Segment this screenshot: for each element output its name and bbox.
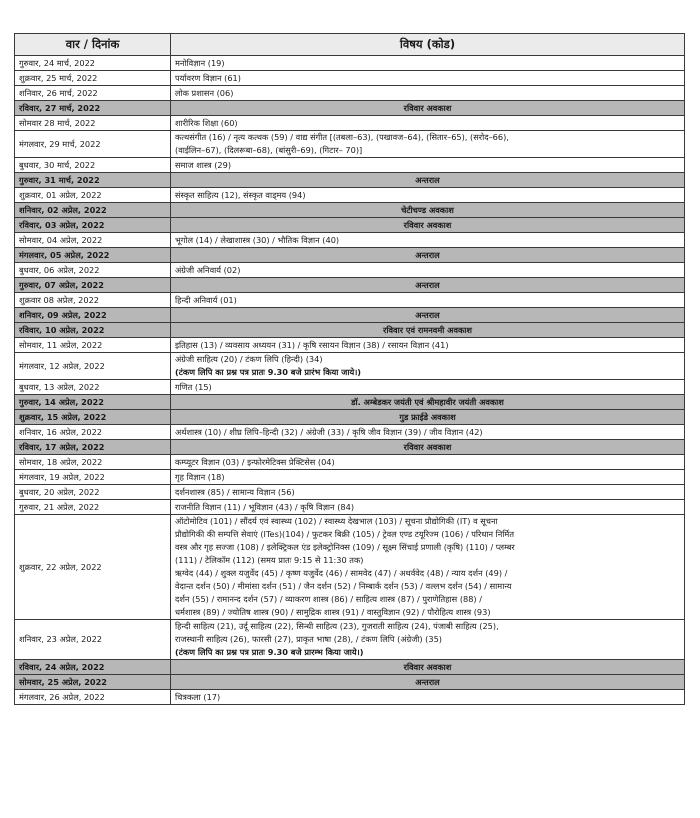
row-subjects	[171, 71, 685, 86]
row-subjects	[171, 410, 685, 425]
row-date: बुधवार, 20 अप्रेल, 2022	[15, 485, 171, 500]
row-date: मंगलवार, 26 अप्रेल, 2022	[15, 690, 171, 705]
exam-row	[15, 455, 685, 470]
holiday-row	[15, 660, 685, 675]
row-date: बुधवार, 30 मार्च, 2022	[15, 158, 171, 173]
subject-line: डॉ. अम्बेडकर जयंती एवं श्रीमहावीर जयंती अवकाश	[351, 396, 504, 407]
exam-row	[15, 500, 685, 515]
row-subjects	[171, 485, 685, 500]
subject-line: संस्कृत साहित्य (12), संस्कृत वाड्मय (94)	[175, 189, 306, 200]
row-date: रविवार, 03 अप्रेल, 2022	[15, 218, 171, 233]
exam-row	[15, 485, 685, 500]
row-subjects	[171, 86, 685, 101]
row-subjects	[171, 380, 685, 395]
subject-line: राजस्थानी साहित्य (26), फारसी (27), प्राकृत भाषा (28), / टंकण लिपि (अंग्रेजी) (35)	[175, 634, 442, 644]
header-date: वार / दिनांक	[15, 34, 171, 56]
row-date: बुधवार, 06 अप्रेल, 2022	[15, 263, 171, 278]
row-date: रविवार, 24 अप्रेल, 2022	[15, 660, 171, 675]
subject-line: शारीरिक शिक्षा (60)	[175, 117, 238, 128]
subject-line: समाज शास्त्र (29)	[175, 159, 232, 170]
row-date: सोमवार, 18 अप्रेल, 2022	[15, 455, 171, 470]
row-subjects	[171, 338, 685, 353]
row-subjects	[171, 56, 685, 71]
row-date: मंगलवार, 19 अप्रेल, 2022	[15, 470, 171, 485]
row-date: शनिवार, 16 अप्रेल, 2022	[15, 425, 171, 440]
row-date: मंगलवार, 12 अप्रेल, 2022	[15, 353, 171, 380]
row-subjects	[171, 690, 685, 705]
subject-line: गणित (15)	[175, 381, 212, 392]
subject-line: अंग्रेजी अनिवार्य (02)	[175, 264, 241, 275]
subject-line: रविवार अवकाश	[403, 102, 452, 113]
row-subjects	[171, 425, 685, 440]
subject-line: दर्शनशास्त्र (85) / सामान्य विज्ञान (56)	[175, 486, 295, 497]
exam-row	[15, 86, 685, 101]
exam-row	[15, 353, 685, 380]
row-date: शनिवार, 09 अप्रेल, 2022	[15, 308, 171, 323]
exam-row	[15, 56, 685, 71]
row-subjects	[171, 158, 685, 173]
timetable-table	[14, 33, 685, 705]
subject-line: ऑटोमोटिव (101) / सौंदर्य एवं स्वास्थ्य (102) / स्वास्थ्य देखभाल (103) / सूचना प्रौद्योगिकी (IT) व सूचना	[175, 516, 498, 526]
row-subjects	[171, 131, 685, 158]
subject-line: भूगोल (14) / लेखाशास्त्र (30) / भौतिक विज्ञान (40)	[175, 234, 340, 245]
subject-line: (वाईलिन–67), (दिलरूबा–68), (बांसुरी–69), (गिटार– 70)]	[175, 145, 363, 155]
holiday-row	[15, 218, 685, 233]
subject-line: हिन्दी अनिवार्य (01)	[175, 294, 237, 305]
exam-row	[15, 690, 685, 705]
holiday-row	[15, 440, 685, 455]
subject-line: (टंकण लिपि का प्रश्न पत्र प्रातः 9.30 बजे प्रारम्भ किया जाये।)	[175, 647, 364, 657]
row-subjects	[171, 203, 685, 218]
holiday-row	[15, 395, 685, 410]
row-subjects	[171, 278, 685, 293]
row-subjects	[171, 440, 685, 455]
subject-line: रविवार अवकाश	[403, 219, 452, 230]
row-date: शुक्रवार 08 अप्रेल, 2022	[15, 293, 171, 308]
row-date: सोमवार 28 मार्च, 2022	[15, 116, 171, 131]
row-subjects	[171, 675, 685, 690]
exam-row	[15, 425, 685, 440]
timetable-body	[15, 56, 685, 705]
row-date: सोमवार, 04 अप्रेल, 2022	[15, 233, 171, 248]
row-subjects	[171, 515, 685, 620]
subject-line: रविवार अवकाश	[403, 661, 452, 672]
subject-line: हिन्दी साहित्य (21), उर्दू साहित्य (22), सिन्धी साहित्य (23), गुजराती साहित्य (24), पंजाबी साहित्य (25),	[175, 621, 499, 631]
holiday-row	[15, 173, 685, 188]
header-row	[15, 34, 685, 56]
holiday-row	[15, 675, 685, 690]
exam-row	[15, 515, 685, 620]
row-date: शुक्रवार, 22 अप्रेल, 2022	[15, 515, 171, 620]
subject-line: दर्शन (55) / रामानन्द दर्शन (57) / व्याकरण शास्त्र (86) / साहित्य शास्त्र (87) / पुराणेतिहास (88) /	[175, 594, 482, 604]
subject-line: चित्रकला (17)	[175, 691, 221, 702]
subject-line: गुड फ्राईडे अवकाश	[399, 411, 456, 422]
holiday-row	[15, 101, 685, 116]
row-subjects	[171, 470, 685, 485]
subject-line: रविवार अवकाश	[403, 441, 452, 452]
row-subjects	[171, 218, 685, 233]
subject-line: रविवार एवं रामनवमी अवकाश	[383, 324, 472, 335]
row-date: मंगलवार, 29 मार्च, 2022	[15, 131, 171, 158]
subject-line: लोक प्रशासन (06)	[175, 87, 234, 98]
exam-row	[15, 263, 685, 278]
row-date: रविवार, 17 अप्रेल, 2022	[15, 440, 171, 455]
row-subjects	[171, 308, 685, 323]
holiday-row	[15, 248, 685, 263]
row-subjects	[171, 263, 685, 278]
row-subjects	[171, 455, 685, 470]
row-date: गुरुवार, 24 मार्च, 2022	[15, 56, 171, 71]
subject-line: प्रौद्योगिकी की सम्पत्ति सेवाएं (ITes)(104) / फुटकर बिक्री (105) / ट्रेवल एण्ड टयूरिज्म (106) / परिधान निर्मित	[175, 529, 514, 539]
row-subjects	[171, 188, 685, 203]
row-date: बुधवार, 13 अप्रेल, 2022	[15, 380, 171, 395]
row-subjects	[171, 293, 685, 308]
row-date: रविवार, 27 मार्च, 2022	[15, 101, 171, 116]
row-date: गुरुवार, 14 अप्रेल, 2022	[15, 395, 171, 410]
subject-line: अन्तराल	[415, 676, 440, 687]
subject-line: पर्यावरण विज्ञान (61)	[175, 72, 241, 83]
exam-row	[15, 116, 685, 131]
subject-line: अन्तराल	[415, 279, 440, 290]
subject-line: ऋग्वेद (44) / शुक्ल यजुर्वेद (45) / कृष्ण यजुर्वेद (46) / सामवेद (47) / अथर्ववेद (48) / न्याय दर्शन (49) /	[175, 568, 508, 578]
row-subjects	[171, 173, 685, 188]
holiday-row	[15, 278, 685, 293]
row-subjects	[171, 116, 685, 131]
row-subjects	[171, 353, 685, 380]
subject-line: वेदान्त दर्शन (50) / मीमांसा दर्शन (51) / जैन दर्शन (52) / निम्बार्क दर्शन (53) / वल्लभ दर्शन (54) / सामान्य	[175, 581, 512, 591]
subject-line: अर्थशास्त्र (10) / शीघ्र लिपि–हिन्दी (32) / अंग्रेजी (33) / कृषि जीव विज्ञान (39) / जीव विज्ञान (42)	[175, 426, 483, 437]
row-date: शुक्रवार, 15 अप्रेल, 2022	[15, 410, 171, 425]
exam-row	[15, 470, 685, 485]
row-date: शनिवार, 23 अप्रेल, 2022	[15, 620, 171, 660]
row-date: शनिवार, 02 अप्रेल, 2022	[15, 203, 171, 218]
holiday-row	[15, 308, 685, 323]
row-subjects	[171, 660, 685, 675]
subject-line: (टंकण लिपि का प्रश्न पत्र प्रातः 9.30 बजे प्रारंभ किया जाये।)	[175, 367, 362, 377]
subject-line: चेटीचण्ड अवकाश	[401, 204, 454, 215]
subject-line: गृह विज्ञान (18)	[175, 471, 225, 482]
subject-line: अन्तराल	[415, 309, 440, 320]
subject-line: (111) / टेलिकॉम (112) (समय प्रातः 9:15 से 11:30 तक)	[175, 555, 364, 565]
subject-line: वस्त्र और गृह सज्जा (108) / इलेक्ट्रिकल एंड इलेक्ट्रोनिक्स (109) / सूक्ष्म सिंचाई प्रणाली (कृषि) (110) / प्लम्बर	[175, 542, 515, 552]
row-date: शनिवार, 26 मार्च, 2022	[15, 86, 171, 101]
holiday-row	[15, 323, 685, 338]
row-date: सोमवार, 11 अप्रेल, 2022	[15, 338, 171, 353]
subject-line: राजनीति विज्ञान (11) / भूविज्ञान (43) / कृषि विज्ञान (84)	[175, 501, 355, 512]
exam-timetable	[14, 33, 684, 705]
row-subjects	[171, 101, 685, 116]
exam-row	[15, 620, 685, 660]
subject-line: अन्तराल	[415, 249, 440, 260]
subject-line: अंग्रेजी साहित्य (20) / टंकण लिपि (हिन्दी) (34)	[175, 354, 323, 364]
subject-line: कत्थसंगीत (16) / नृत्य कत्थक (59) / वाद्य संगीत [(तबला–63), (पखावज–64), (सितार–65), (सरोद–66),	[175, 132, 509, 142]
header-subject: विषय (कोड)	[171, 34, 685, 56]
row-date: रविवार, 10 अप्रेल, 2022	[15, 323, 171, 338]
exam-row	[15, 71, 685, 86]
row-date: गुरुवार, 31 मार्च, 2022	[15, 173, 171, 188]
row-subjects	[171, 500, 685, 515]
exam-row	[15, 158, 685, 173]
row-date: सोमवार, 25 अप्रेल, 2022	[15, 675, 171, 690]
row-date: शुक्रवार, 25 मार्च, 2022	[15, 71, 171, 86]
row-date: गुरुवार, 21 अप्रेल, 2022	[15, 500, 171, 515]
exam-row	[15, 188, 685, 203]
exam-row	[15, 131, 685, 158]
row-subjects	[171, 323, 685, 338]
row-date: मंगलवार, 05 अप्रेल, 2022	[15, 248, 171, 263]
holiday-row	[15, 410, 685, 425]
row-subjects	[171, 248, 685, 263]
row-subjects	[171, 395, 685, 410]
row-date: गुरुवार, 07 अप्रेल, 2022	[15, 278, 171, 293]
row-date: शुक्रवार, 01 अप्रेल, 2022	[15, 188, 171, 203]
subject-line: कम्प्यूटर विज्ञान (03) / इन्फोरमेटिक्स प्रेक्टिसेस (04)	[175, 456, 335, 467]
exam-row	[15, 338, 685, 353]
subject-line: इतिहास (13) / व्यवसाय अध्ययन (31) / कृषि रसायन विज्ञान (38) / रसायन विज्ञान (41)	[175, 339, 449, 350]
row-subjects	[171, 620, 685, 660]
exam-row	[15, 380, 685, 395]
subject-line: अन्तराल	[415, 174, 440, 185]
subject-line: मनोविज्ञान (19)	[175, 57, 225, 68]
exam-row	[15, 293, 685, 308]
row-subjects	[171, 233, 685, 248]
subject-line: धर्मशास्त्र (89) / ज्योतिष शास्त्र (90) / सामुद्रिक शास्त्र (91) / वास्तुविज्ञान (92) / पौरोहित्य शास्त्र (93)	[175, 607, 491, 617]
holiday-row	[15, 203, 685, 218]
exam-row	[15, 233, 685, 248]
